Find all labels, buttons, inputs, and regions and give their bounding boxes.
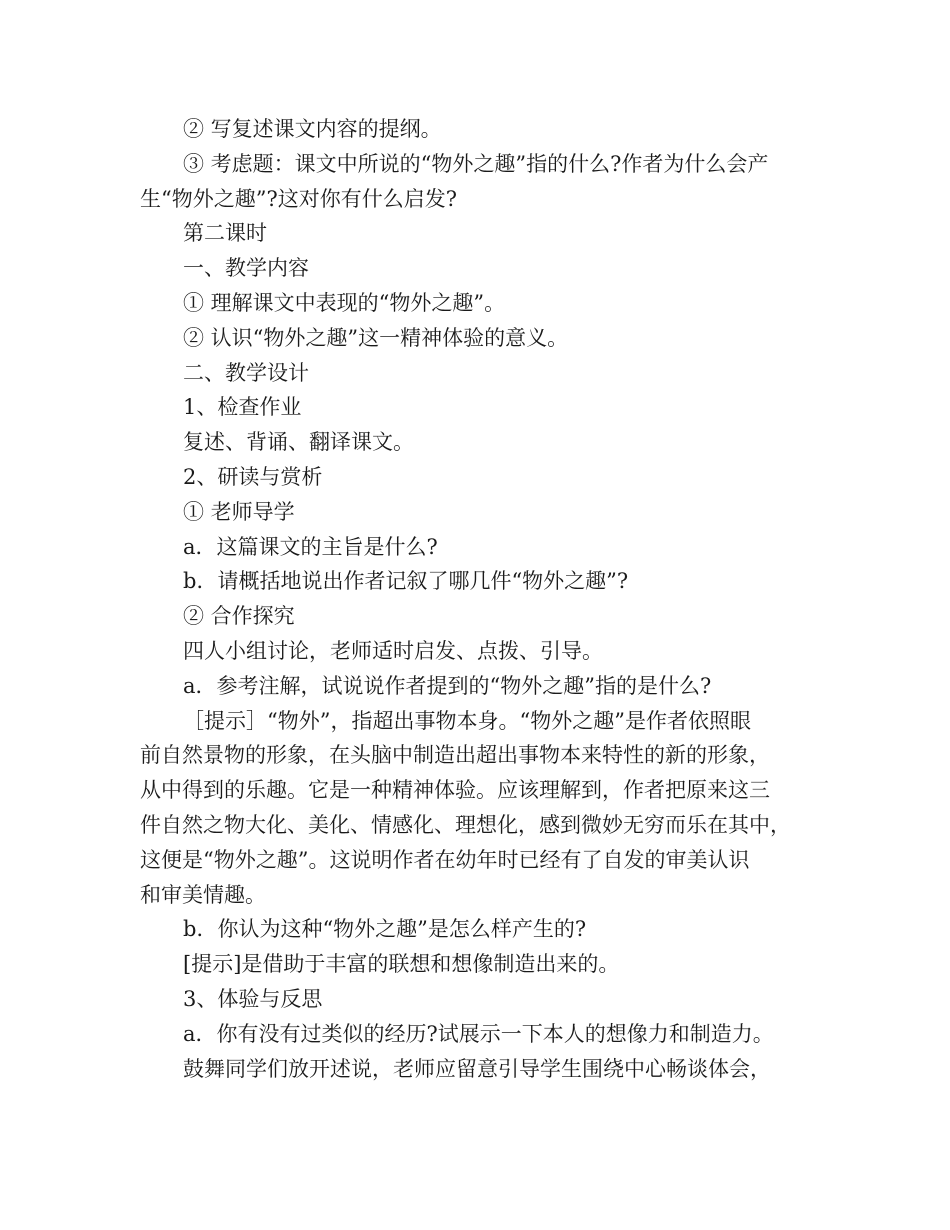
text-line: a．参考注解，试说说作者提到的“物外之趣”指的是什么?	[183, 673, 712, 698]
text-line: 第二课时	[183, 221, 267, 246]
text-line: 二、教学设计	[183, 360, 309, 385]
text-line: 生“物外之趣”?这对你有什么启发?	[140, 186, 457, 211]
text-line: ① 老师导学	[183, 499, 295, 524]
text-line: ［提示］“物外”，指超出事物本身。“物外之趣”是作者依照眼	[183, 708, 751, 733]
text-line: 件自然之物大化、美化、情感化、理想化，感到微妙无穷而乐在其中，	[140, 812, 791, 837]
document-body	[140, 112, 820, 1086]
text-line: 四人小组讨论，老师适时启发、点拨、引导。	[183, 638, 603, 663]
text-line: 从中得到的乐趣。它是一种精神体验。应该理解到，作者把原来这三	[140, 778, 770, 803]
text-line: 2、研读与赏析	[183, 464, 323, 489]
text-line: [提示]是借助于丰富的联想和想像制造出来的。	[183, 952, 620, 977]
text-line: b．请概括地说出作者记叙了哪几件“物外之趣”?	[183, 569, 629, 594]
text-line: ① 理解课文中表现的“物外之趣”。	[183, 290, 506, 315]
text-line: 1、检查作业	[183, 395, 302, 420]
text-line: 一、教学内容	[183, 256, 309, 281]
text-line: ② 认识“物外之趣”这一精神体验的意义。	[183, 325, 569, 350]
text-line: a．这篇课文的主旨是什么?	[183, 534, 438, 559]
text-line: ③ 考虑题：课文中所说的“物外之趣”指的什么?作者为什么会产	[183, 151, 769, 176]
text-line: ② 写复述课文内容的提纲。	[183, 117, 442, 141]
text-line: 鼓舞同学们放开述说，老师应留意引导学生围绕中心畅谈体会，	[183, 1056, 771, 1081]
text-line: ② 合作探究	[183, 604, 295, 629]
text-line: 和审美情趣。	[140, 882, 266, 907]
text-line: a．你有没有过类似的经历?试展示一下本人的想像力和制造力。	[183, 1021, 774, 1046]
text-line: 3、体验与反思	[183, 986, 323, 1011]
text-line: 复述、背诵、翻译课文。	[183, 430, 414, 455]
text-line: 前自然景物的形象，在头脑中制造出超出事物本来特性的新的形象，	[140, 743, 770, 768]
text-line: b．你认为这种“物外之趣”是怎么样产生的?	[183, 917, 587, 942]
text-line: 这便是“物外之趣”。这说明作者在幼年时已经有了自发的审美认识	[140, 847, 750, 872]
